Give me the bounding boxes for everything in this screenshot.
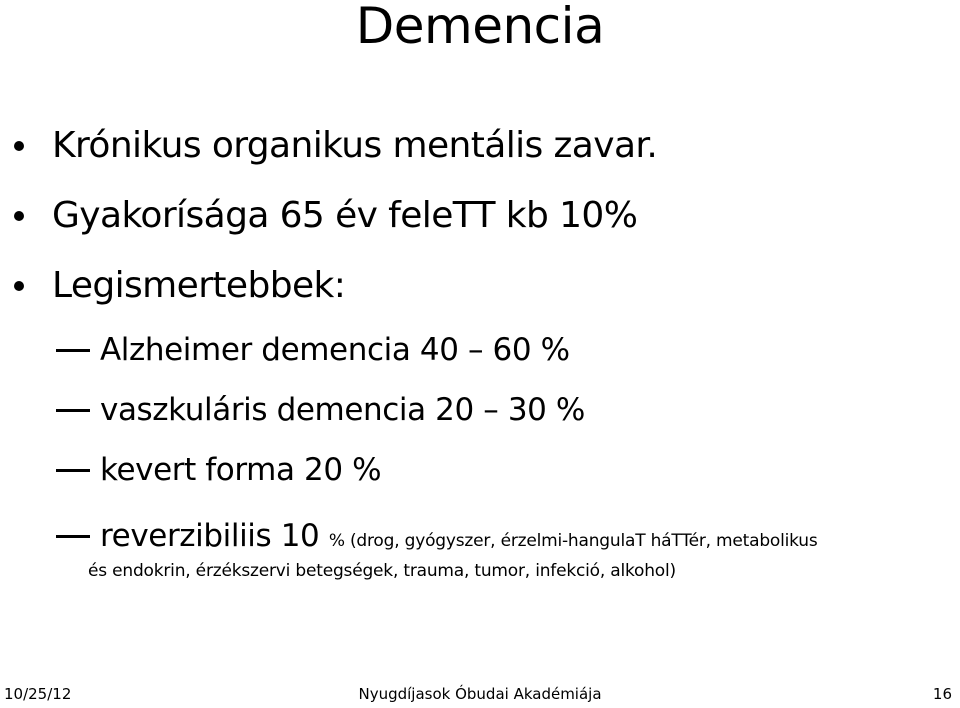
bullet-text: Krónikus organikus mentális zavar. [52,125,658,166]
footer-page-number: 16 [932,685,952,703]
dash-icon [56,349,90,352]
sub-item-main: reverzibiliis 10 [100,518,329,554]
sub-item-detail: % (drog, gyógyszer, érzelmi-hangulaT háTTér, metabolikus [328,531,818,551]
sub-item-text: Alzheimer demencia 40 – 60 % [100,332,570,368]
bullet-dot-icon [14,281,24,291]
bullet-text: Gyakorísága 65 év feleTT kb 10% [52,195,638,236]
dash-icon [56,409,90,412]
footer-organization: Nyugdíjasok Óbudai Akadémiája [358,685,602,703]
bullet-dot-icon [14,211,24,221]
slide-title: Demencia [355,0,605,55]
sub-item-text: kevert forma 20 % [100,452,382,488]
bullet-dot-icon [14,141,24,151]
sub-item-continuation: és endokrin, érzékszervi betegségek, trauma, tumor, infekció, alkohol) [88,561,676,581]
bullet-text: Legismertebbek: [52,265,346,306]
dash-icon [56,469,90,472]
footer-date: 10/25/12 [4,685,72,703]
sub-item-text: vaszkuláris demencia 20 – 30 % [100,392,585,428]
dash-icon [56,535,90,538]
sub-item-text [100,518,818,559]
